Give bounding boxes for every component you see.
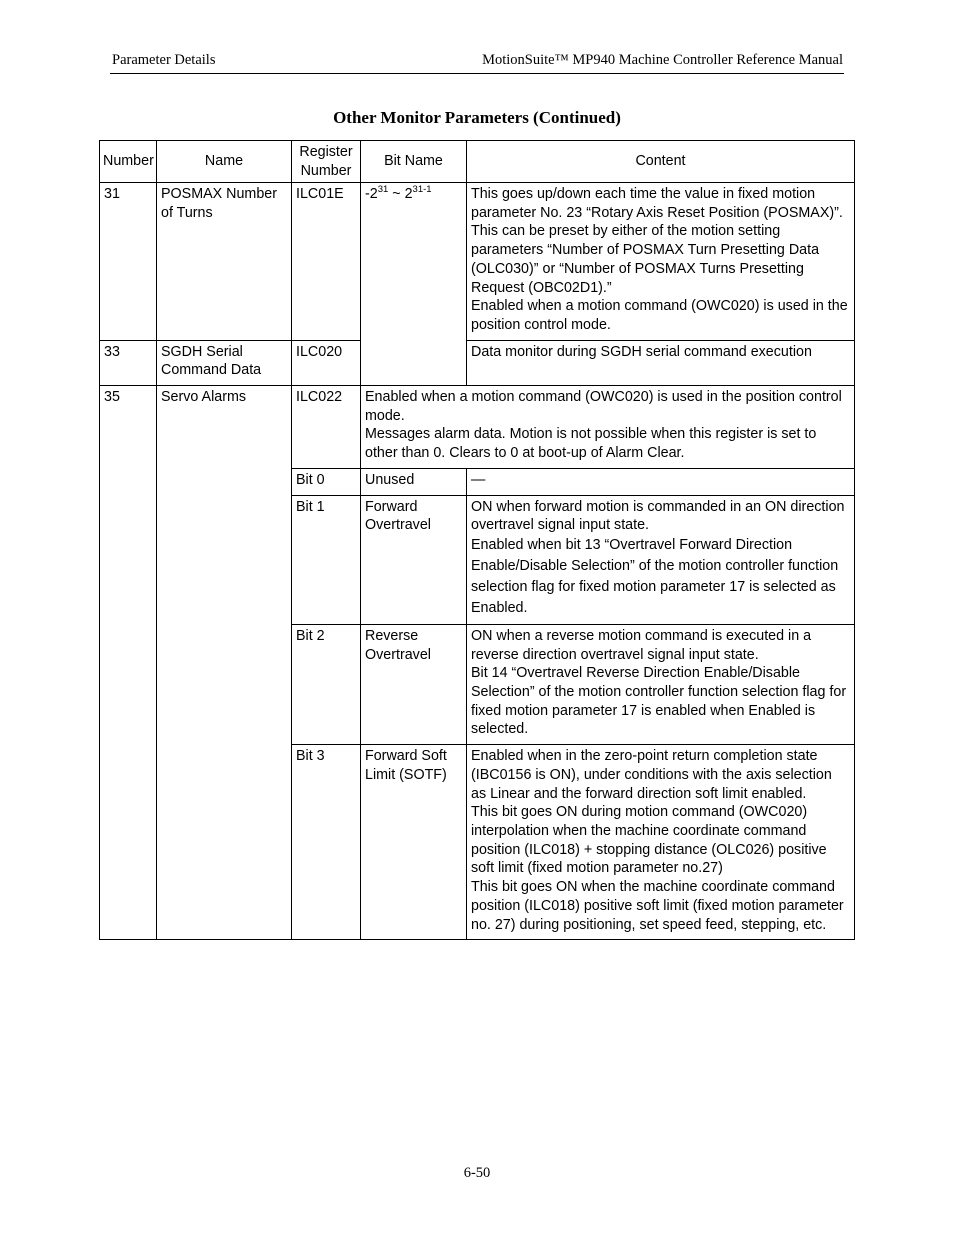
content-paragraph: This goes up/down each time the value in fixed motion parameter No. 23 “Rotary Axis Reset Position (POSMAX)”. [471,186,843,221]
cell-bit-name: Forward Overtravel [361,495,467,624]
cell-content [361,386,855,469]
cell-content [467,624,855,744]
cell-register: ILC020 [292,340,361,385]
content-paragraph: Enabled when a motion command (OWC020) is used in the position control mode. [471,298,848,333]
cell-bit-name: Unused [361,468,467,495]
cell-bit-name: Forward Soft Limit (SOTF) [361,745,467,940]
table-header-row [100,141,855,183]
table-row [100,386,855,469]
content-paragraph: — [471,471,486,488]
content-paragraph: ON when a reverse motion command is executed in a reverse direction overtravel signal input state. [471,627,812,663]
table-row [100,340,855,385]
column-header-number: Number [100,141,157,183]
content-paragraph: This bit goes ON during motion command (OWC020) interpolation when the machine coordinate command position (ILC018) + stopping distance (OLC026) positive soft limit (fixed motion parameter no.27) [471,804,827,877]
cell-bit: Bit 2 [292,624,361,744]
cell-content [467,340,855,385]
cell-bit: Bit 1 [292,495,361,624]
content-paragraph: Messages alarm data. Motion is not possible when this register is set to other than 0. Clears to 0 at boot-up of Alarm Clear. [365,426,817,462]
content-paragraph: Bit 14 “Overtravel Reverse Direction Enable/Disable Selection” of the motion controller function selection flag for fixed motion parameter 17 is enabled when Enabled is selected. [471,665,847,738]
cell-register: ILC022 [292,386,361,469]
range-exponent-2: 31-1 [412,184,432,195]
content-paragraph: This can be preset by either of the motion setting parameters “Number of POSMAX Turn Presetting Data (OLC030)” or “Number of POSMAX Turns Presetting Request (OBC02D1).” [471,223,820,296]
cell-content [467,495,855,624]
header-section-label: Parameter Details [112,52,216,68]
header-manual-title: MotionSuite™ MP940 Machine Controller Reference Manual [482,52,843,68]
cell-content [467,745,855,940]
content-paragraph: Enabled when bit 13 “Overtravel Forward Direction Enable/Disable Selection” of the motion controller function selection flag for fixed motion parameter 17 is selected as Enabled. [471,536,839,616]
cell-number: 31 [100,183,157,341]
cell-content [467,468,855,495]
header-rule [110,73,844,74]
content-paragraph: ON when forward motion is commanded in an ON direction overtravel signal input state. [471,498,845,534]
content-paragraph: Enabled when a motion command (OWC020) is used in the position control mode. [365,389,842,424]
column-header-register: Register Number [292,141,361,183]
content-paragraph: Enabled when in the zero-point return completion state (IBC0156 is ON), under conditions with the axis selection as Linear and the forward direction soft limit enabled. [471,748,832,802]
column-header-bit-name: Bit Name [361,141,467,183]
cell-range [361,183,467,386]
cell-number: 33 [100,340,157,385]
column-header-name: Name [157,141,292,183]
cell-name: POSMAX Number of Turns [157,183,292,341]
monitor-parameters-table [99,140,855,940]
cell-number: 35 [100,386,157,940]
content-paragraph: Data monitor during SGDH serial command execution [471,343,812,360]
cell-bit-name: Reverse Overtravel [361,624,467,744]
column-header-content: Content [467,141,855,183]
content-paragraph: This bit goes ON when the machine coordinate command position (ILC018) positive soft limit (fixed motion parameter no. 27) during positioning, set speed feed, stepping, etc. [471,879,844,933]
range-exponent-1: 31 [377,184,389,195]
range-base-neg: -2 [365,186,378,202]
cell-name: Servo Alarms [157,386,292,940]
range-base-mid: ~ 2 [388,186,413,202]
cell-bit: Bit 3 [292,745,361,940]
cell-bit: Bit 0 [292,468,361,495]
page-number: 6-50 [463,1165,491,1181]
cell-register: ILC01E [292,183,361,341]
page-title: Other Monitor Parameters (Continued) [333,108,621,127]
cell-content [467,183,855,341]
table-row [100,183,855,341]
cell-name: SGDH Serial Command Data [157,340,292,385]
